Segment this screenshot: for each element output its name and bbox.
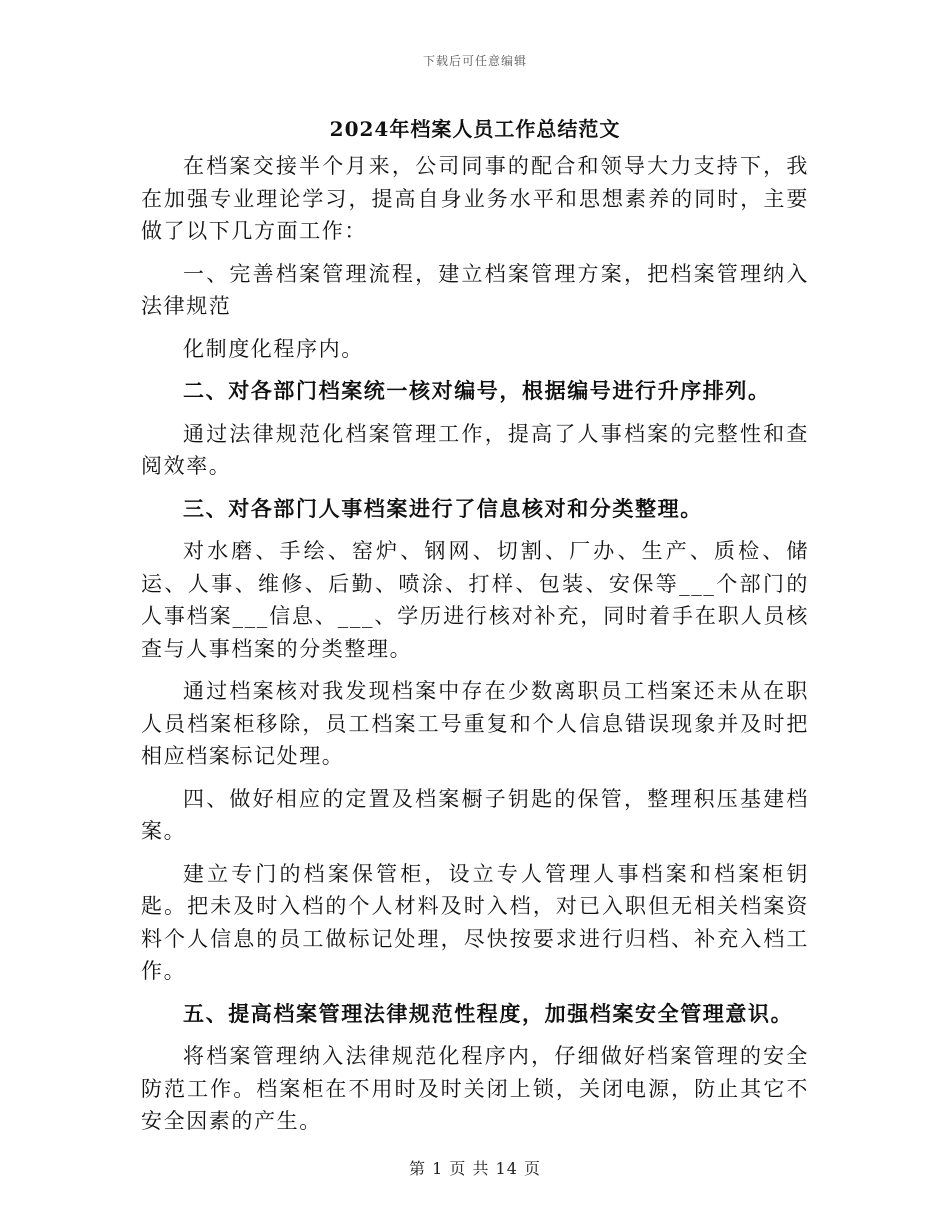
- document-title: 2024年档案人员工作总结范文: [329, 117, 621, 141]
- paragraph-section-2: 通过法律规范化档案管理工作，提高了人事档案的完整性和查阅效率。: [141, 421, 809, 478]
- paragraph-intro: 在档案交接半个月来，公司同事的配合和领导大力支持下，我在加强专业理论学习，提高自身业务水平和思想素养的同时，主要做了以下几方面工作：: [141, 154, 809, 243]
- page-footer: 第 1 页 共 14 页: [409, 1159, 541, 1178]
- header-note: 下载后可任意编辑: [422, 54, 527, 68]
- paragraph-section-1-cont: 化制度化程序内。: [183, 336, 364, 361]
- paragraph-section-4-detail: 建立专门的档案保管柜，设立专人管理人事档案和档案柜钥匙。把未及时入档的个人材料及时入档，对已入职但无相关档案资料个人信息的员工做标记处理，尽快按要求进行归档、补充入档工作。: [141, 861, 809, 983]
- paragraph-section-4: 四、做好相应的定置及档案橱子钥匙的保管，整理积压基建档案。: [141, 786, 809, 843]
- paragraph-section-1: 一、完善档案管理流程，建立档案管理方案，把档案管理纳入法律规范: [141, 261, 809, 318]
- paragraph-section-3: 对水磨、手绘、窑炉、钢网、切割、厂办、生产、质检、储运、人事、维修、后勤、喷涂、打样、包装、安保等___个部门的人事档案___信息、___、学历进行核对补充，同时着手在职人员核查与人事档案的分类整理。: [141, 539, 809, 661]
- paragraph-section-3-findings: 通过档案核对我发现档案中存在少数离职员工档案还未从在职人员档案柜移除，员工档案工号重复和个人信息错误现象并及时把相应档案标记处理。: [141, 679, 809, 768]
- heading-section-3: 三、对各部门人事档案进行了信息核对和分类整理。: [183, 495, 703, 521]
- document-body: [141, 112, 809, 1138]
- paragraph-section-5: 将档案管理纳入法律规范化程序内，仔细做好档案管理的安全防范工作。档案柜在不用时及时关闭上锁，关闭电源，防止其它不安全因素的产生。: [141, 1044, 809, 1133]
- heading-section-5: 五、提高档案管理法律规范性程度，加强档案安全管理意识。: [183, 1000, 794, 1026]
- heading-section-2: 二、对各部门档案统一核对编号，根据编号进行升序排列。: [183, 378, 771, 403]
